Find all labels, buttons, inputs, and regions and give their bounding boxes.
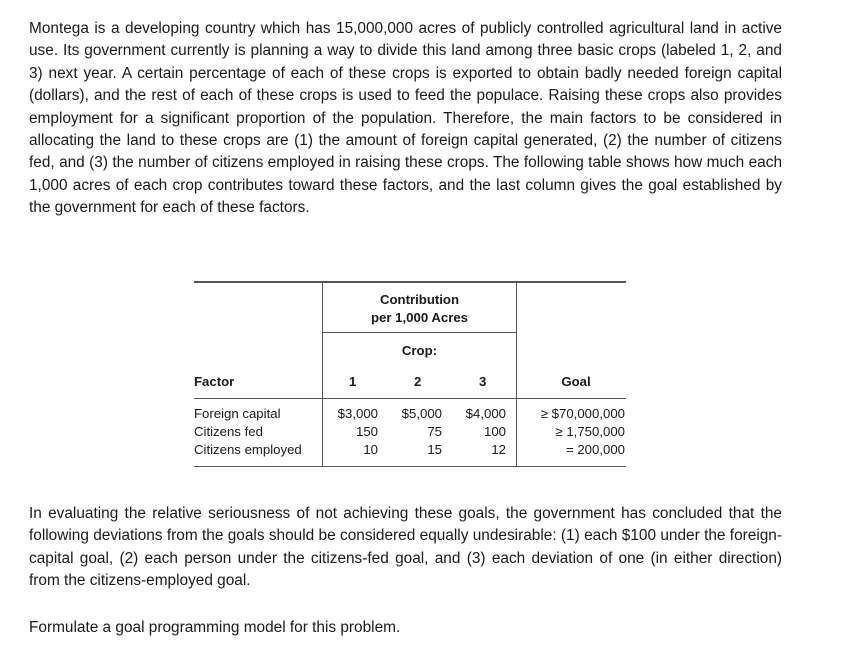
evaluation-paragraph: In evaluating the relative seriousness of not achieving these goals, the government has concluded that the following deviations from the goals should be considered equally undesirable: (1) each $100 under the foreign-capital goal, (2) each person under the citizens-fed goal, and (3) each deviation of one (in either direction) from the citizens-employed goal. xyxy=(29,505,782,590)
formulate-prompt: Formulate a goal programming model for this problem. xyxy=(29,619,401,636)
crop-3-header: 3 xyxy=(479,374,487,389)
problem-intro-paragraph: Montega is a developing country which has 15,000,000 acres of publicly controlled agricultural land in active use. Its government currently is planning a way to divide this land among three basic crops (labeled 1, 2, and 3) next year. A certain percentage of each of these crops is exported to obtain badly needed foreign capital (dollars), and the rest of each of these crops is used to feed the populace. Raising these crops also provides employment for a significant proportion of the population. Therefore, the main factors to be considered in allocating the land to these crops are (1) the amount of foreign capital generated, (2) the number of citizens fed, and (3) the number of citizens employed in raising these crops. The following table shows how much each 1,000 acres of each crop contributes toward these factors, and the last column gives the goal established by the government for each of these factors. xyxy=(29,20,782,217)
factor-header: Factor xyxy=(194,374,235,389)
cell-foreign-capital-crop3: $4,000 xyxy=(465,406,506,421)
contribution-header-line1: Contribution xyxy=(379,292,460,307)
contribution-header-line2: per 1,000 Acres xyxy=(370,310,469,325)
cell-citizens-employed-crop1: 10 xyxy=(363,442,378,457)
goal-citizens-employed: = 200,000 xyxy=(565,442,625,457)
cell-foreign-capital-crop2: $5,000 xyxy=(401,406,442,421)
crop-header: Crop: xyxy=(401,343,438,358)
crop-2-header: 2 xyxy=(414,374,422,389)
row-factor-citizens-employed: Citizens employed xyxy=(194,442,302,457)
goal-foreign-capital: ≥ $70,000,000 xyxy=(540,406,625,421)
table-top-rule xyxy=(194,281,626,283)
row-factor-foreign-capital: Foreign capital xyxy=(194,406,281,421)
contribution-underline xyxy=(322,332,516,333)
cell-citizens-fed-crop3: 100 xyxy=(483,424,506,439)
cell-foreign-capital-crop1: $3,000 xyxy=(337,406,378,421)
cell-citizens-fed-crop1: 150 xyxy=(355,424,378,439)
cell-citizens-employed-crop2: 15 xyxy=(427,442,442,457)
table-bottom-rule xyxy=(194,466,626,467)
goal-header: Goal xyxy=(561,374,591,389)
goal-citizens-fed: ≥ 1,750,000 xyxy=(555,424,625,439)
contribution-header xyxy=(323,291,516,327)
row-factor-citizens-fed: Citizens fed xyxy=(194,424,263,439)
cell-citizens-employed-crop3: 12 xyxy=(491,442,506,457)
cell-citizens-fed-crop2: 75 xyxy=(427,424,442,439)
crop-1-header: 1 xyxy=(349,374,357,389)
table-header-rule xyxy=(194,398,626,399)
